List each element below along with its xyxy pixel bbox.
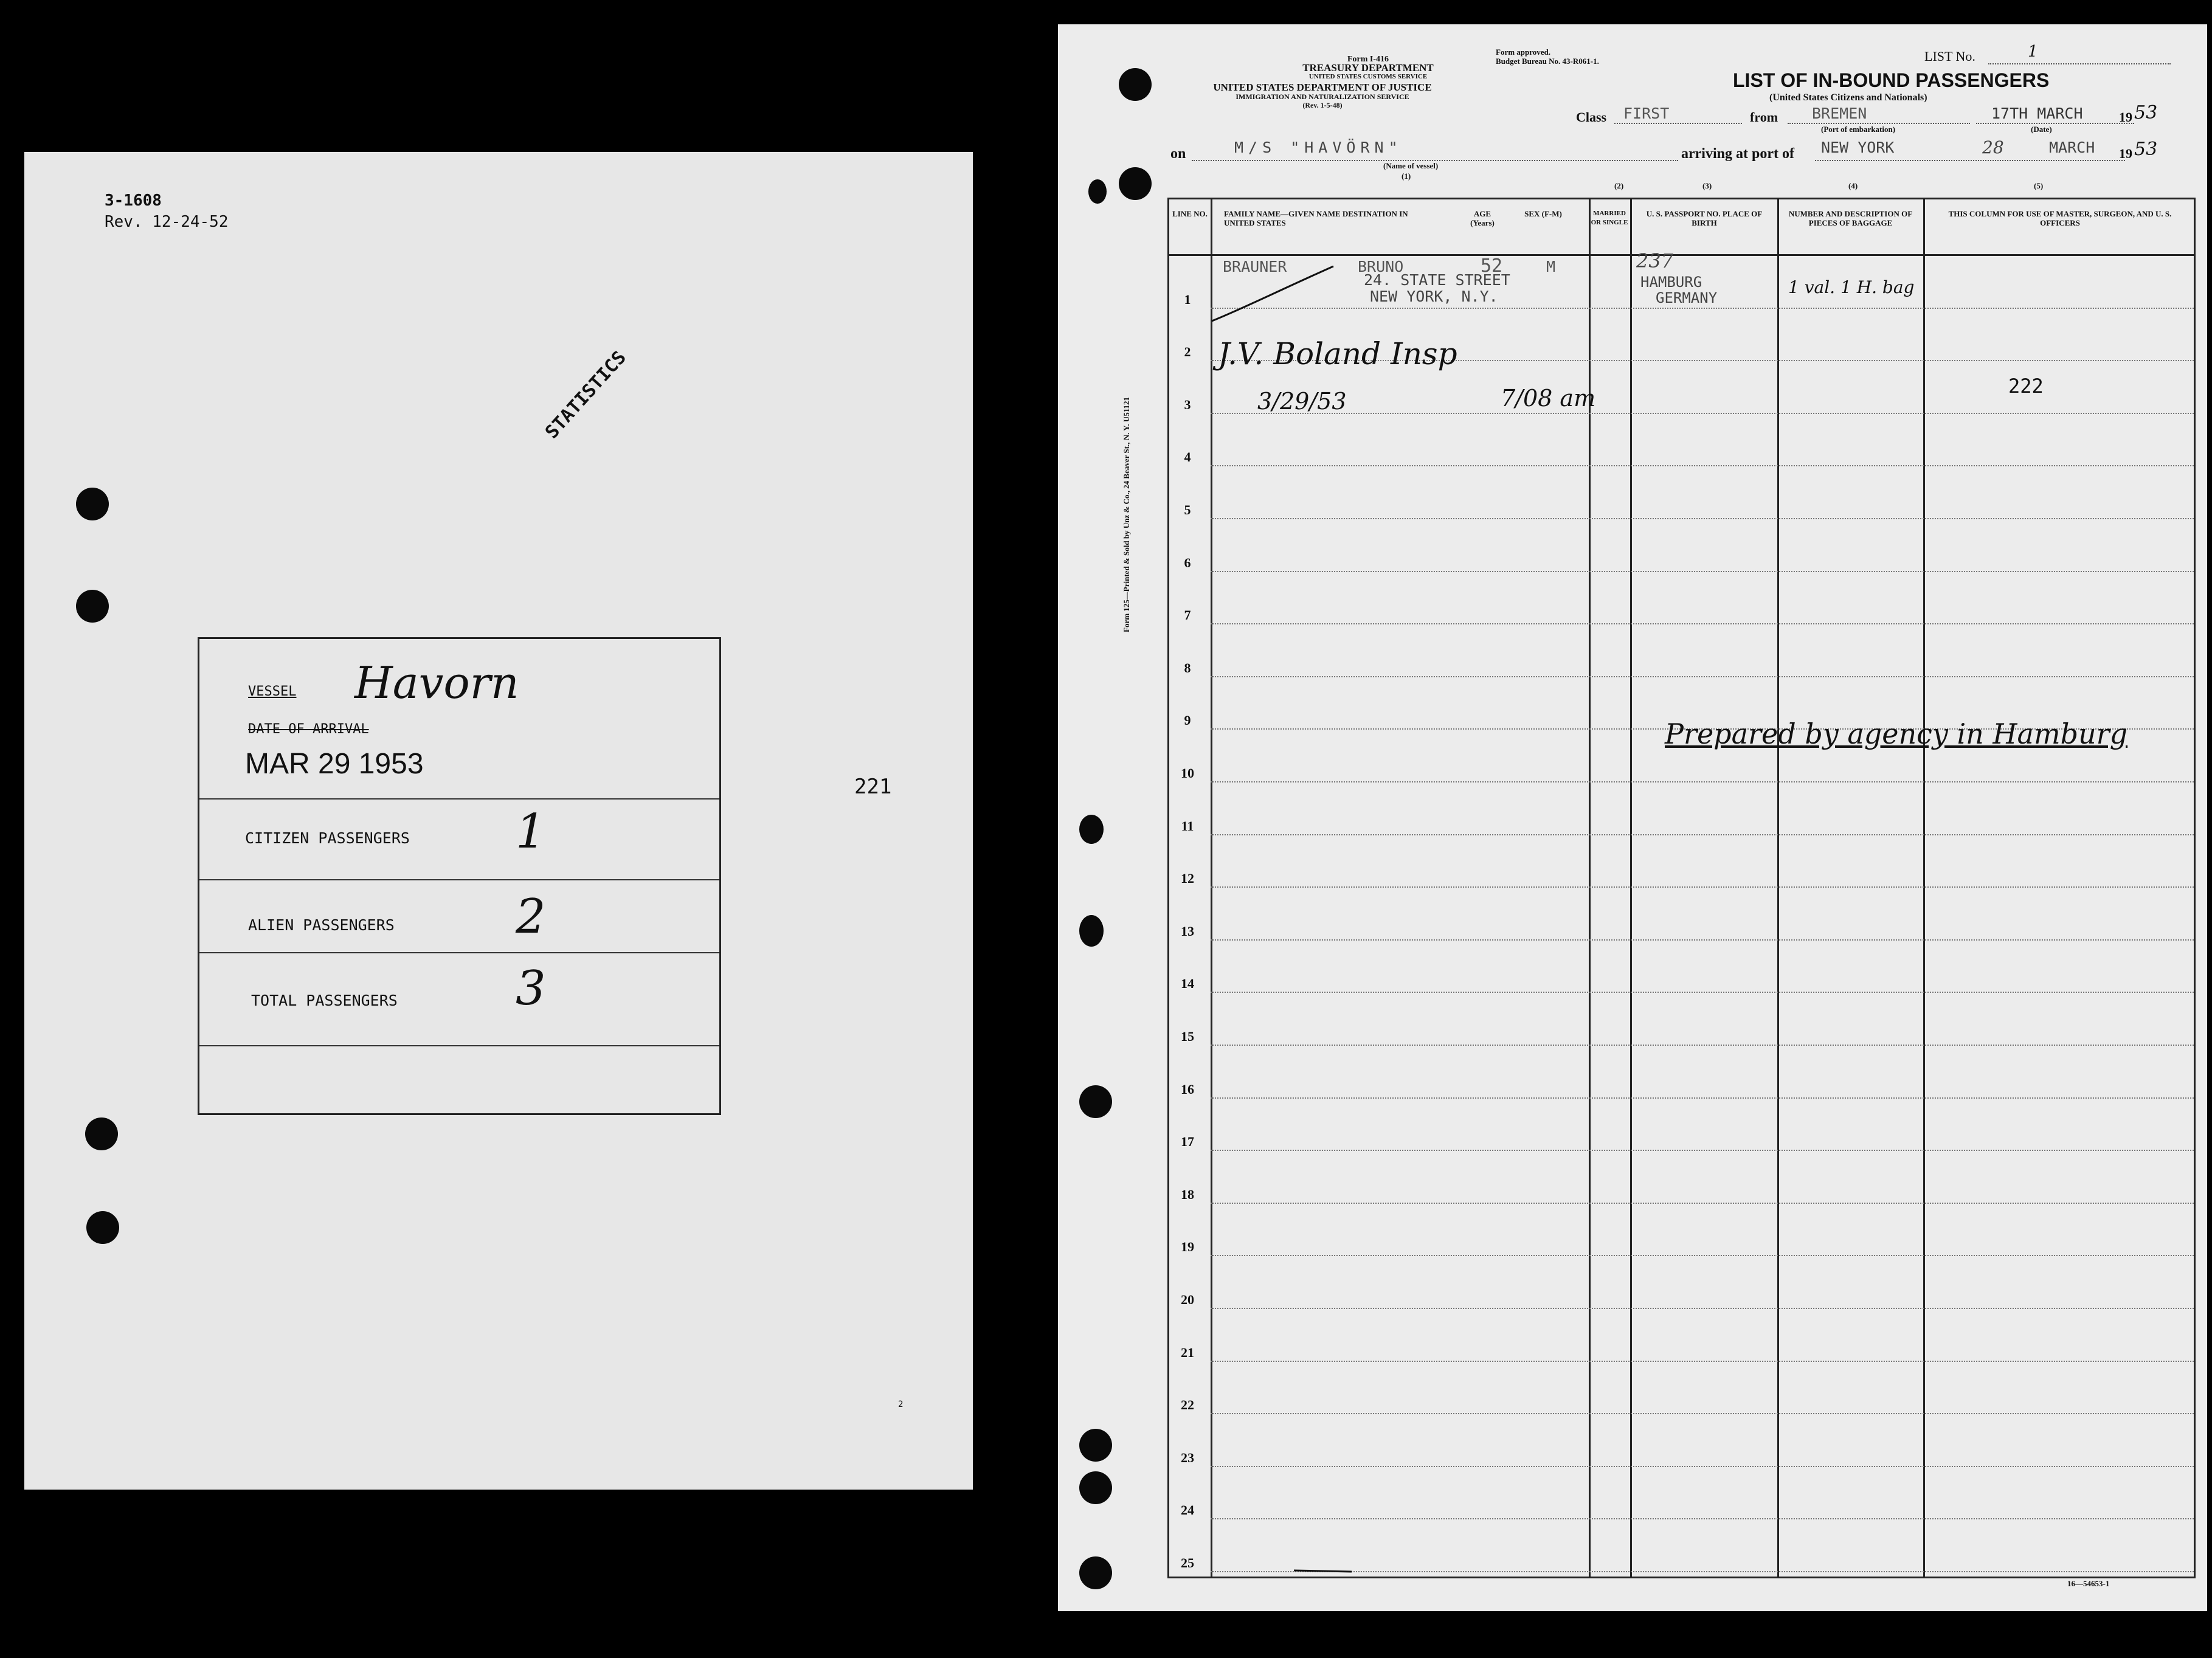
class-label: Class (1576, 109, 1607, 125)
table-row (1211, 1571, 2194, 1572)
row-number: 2 (1184, 344, 1191, 360)
table-row (1211, 518, 2194, 519)
punch-hole (85, 1117, 118, 1150)
row-number: 4 (1184, 449, 1191, 465)
from-value: BREMEN (1812, 105, 1867, 122)
punch-hole (1079, 1471, 1112, 1504)
revision-date: Rev. 12-24-52 (105, 213, 229, 231)
arriving-label: arriving at port of (1681, 146, 1794, 162)
from-label: from (1750, 109, 1778, 125)
arrival-year: 53 (2134, 139, 2158, 160)
row-number: 20 (1181, 1292, 1194, 1307)
col-ref-2: (2) (1614, 181, 1624, 190)
table-row (1211, 1150, 2194, 1151)
table-row (1211, 413, 2194, 414)
citizen-passengers-label: CITIZEN PASSENGERS (245, 829, 410, 847)
table-row (1211, 1518, 2194, 1519)
alien-passengers-label: ALIEN PASSENGERS (248, 916, 395, 934)
punch-hole (1119, 167, 1152, 200)
row-number: 23 (1181, 1449, 1194, 1465)
passenger-summary-box (198, 637, 721, 1115)
on-label: on (1170, 146, 1186, 162)
col-line-no: LINE NO. (1172, 209, 1208, 218)
table-row (1211, 465, 2194, 466)
vessel-label: VESSEL (248, 684, 297, 699)
punch-hole (1088, 179, 1107, 204)
column-divider (1923, 199, 1925, 1577)
col-ref-4: (4) (1848, 181, 1858, 190)
row-number: 8 (1184, 660, 1191, 675)
footer-code: 16—54653-1 (2067, 1579, 2110, 1588)
punch-hole (1079, 1085, 1112, 1118)
punch-hole (1079, 915, 1104, 947)
arrival-day: 28 (1982, 137, 2004, 157)
birth-city: HAMBURG (1640, 274, 1702, 291)
vessel-value: Havorn (354, 657, 519, 708)
row-number: 16 (1181, 1081, 1194, 1097)
baggage-description: 1 val. 1 H. bag (1788, 277, 1915, 297)
form-revision: (Rev. 1-5-48) (1302, 101, 1343, 109)
row-number: 24 (1181, 1502, 1194, 1518)
customs-service: UNITED STATES CUSTOMS SERVICE (1308, 73, 1428, 80)
table-row (1211, 623, 2194, 624)
date-caption: (Date) (2031, 125, 2052, 134)
inspection-date: 3/29/53 (1257, 388, 1347, 415)
port-caption: (Port of embarkation) (1821, 125, 1896, 134)
class-value: FIRST (1623, 105, 1670, 122)
col-sex: SEX (F-M) (1524, 209, 1562, 218)
table-row (1211, 308, 2194, 309)
vessel-caption: (Name of vessel) (1383, 161, 1439, 170)
punch-hole (76, 590, 109, 623)
department-of-justice: UNITED STATES DEPARTMENT OF JUSTICE (1213, 81, 1432, 93)
family-name: BRAUNER (1223, 258, 1287, 275)
form-approved: Form approved. (1496, 47, 1551, 57)
pen-stroke (1291, 1564, 1358, 1577)
passenger-manifest (1058, 24, 2207, 1611)
row-divider (199, 879, 719, 880)
table-row (1211, 1203, 2194, 1204)
table-row (1211, 939, 2194, 941)
row-number: 15 (1181, 1029, 1194, 1044)
printer-imprint: Form 125—Printed & Sold by Unz & Co., 24 Beaver St., N. Y. U51121 (1122, 397, 1131, 632)
arrival-port: NEW YORK (1821, 139, 1895, 156)
date-of-arrival-value: MAR 29 1953 (245, 748, 424, 780)
from-line (1788, 123, 1970, 124)
list-no-label: LIST No. (1924, 49, 1975, 64)
col-ref-3: (3) (1702, 181, 1712, 190)
col-passport-birthplace: U. S. PASSPORT NO. PLACE OF BIRTH (1646, 209, 1763, 227)
column-divider (1777, 199, 1779, 1577)
row-number: 22 (1181, 1397, 1194, 1413)
table-row (1211, 1466, 2194, 1467)
table-row (1211, 1308, 2194, 1309)
departure-year: 53 (2134, 102, 2158, 123)
col-age: AGE (Years) (1470, 209, 1495, 227)
passenger-table (1167, 198, 2196, 1578)
col-officer-use: THIS COLUMN FOR USE OF MASTER, SURGEON, AND U. S. OFFICERS (1948, 209, 2172, 227)
alien-passengers-value: 2 (516, 889, 546, 944)
row-number: 25 (1181, 1555, 1194, 1570)
date-of-arrival-label: DATE OF ARRIVAL (248, 722, 369, 737)
form-subtitle: (United States Citizens and Nationals) (1769, 92, 1927, 103)
address-line-2: NEW YORK, N.Y. (1370, 288, 1498, 305)
row-number: 1 (1184, 291, 1191, 307)
table-row (1211, 1097, 2194, 1099)
row-number: 12 (1181, 871, 1194, 886)
page-number: 221 (854, 775, 892, 799)
statistics-stamp: STATISTICS (541, 347, 631, 443)
punch-hole (1079, 815, 1104, 844)
header-divider (1169, 254, 2194, 256)
table-row (1211, 1255, 2194, 1256)
col-baggage: NUMBER AND DESCRIPTION OF PIECES OF BAGGAGE (1788, 209, 1913, 227)
col-married-single: MARRIED OR SINGLE (1591, 210, 1628, 226)
row-divider (199, 952, 719, 953)
ins-service: IMMIGRATION AND NATURALIZATION SERVICE (1236, 92, 1409, 101)
class-line (1614, 123, 1742, 124)
arrival-year-prefix: 19 (2119, 146, 2132, 161)
inspection-time: 7/08 am (1501, 385, 1596, 412)
year-prefix: 19 (2119, 109, 2132, 125)
margin-mark: 2 (898, 1400, 904, 1409)
total-passengers-value: 3 (516, 961, 546, 1016)
row-number: 14 (1181, 976, 1194, 992)
check-mark (1206, 260, 1339, 327)
row-number: 3 (1184, 396, 1191, 412)
list-no-value: 1 (2028, 43, 2038, 61)
punch-hole (1079, 1429, 1112, 1462)
list-no-line (1988, 63, 2171, 64)
birth-country: GERMANY (1656, 289, 1718, 306)
table-row (1211, 1045, 2194, 1046)
punch-hole (1079, 1556, 1112, 1589)
table-row (1211, 676, 2194, 677)
passport-number: 237 (1636, 249, 1674, 272)
row-number: 19 (1181, 1239, 1194, 1255)
row-number: 6 (1184, 554, 1191, 570)
col-ref-5: (5) (2034, 181, 2044, 190)
col-ref-1: (1) (1402, 171, 1411, 181)
row-number: 9 (1184, 713, 1191, 728)
table-row (1211, 781, 2194, 782)
column-divider (1630, 199, 1632, 1577)
arrival-line (1815, 160, 2125, 161)
budget-bureau: Budget Bureau No. 43-R061-1. (1496, 57, 1599, 66)
table-row (1211, 1413, 2194, 1414)
punch-hole (1119, 68, 1152, 101)
table-row (1211, 571, 2194, 572)
inspector-signature: J.V. Boland Insp (1218, 336, 1457, 371)
address-line-1: 24. STATE STREET (1364, 271, 1510, 289)
table-row (1211, 1361, 2194, 1362)
table-row (1211, 992, 2194, 993)
officer-page-number: 222 (2008, 375, 2044, 398)
row-number: 7 (1184, 607, 1191, 623)
punch-hole (76, 488, 109, 520)
vessel-name: M/S "HAVÖRN" (1234, 139, 1403, 156)
preparation-note: Prepared by agency in Hamburg (1665, 717, 2128, 750)
form-code: 3-1608 (105, 192, 162, 210)
table-row (1211, 886, 2194, 888)
punch-hole (86, 1211, 119, 1244)
sex-value: M (1546, 258, 1556, 275)
row-number: 13 (1181, 923, 1194, 939)
table-row (1211, 834, 2194, 835)
row-divider (199, 798, 719, 800)
citizen-passengers-value: 1 (516, 804, 546, 859)
row-number: 17 (1181, 1134, 1194, 1150)
cover-sheet (24, 152, 973, 1490)
arrival-month: MARCH (2049, 139, 2095, 156)
row-number: 11 (1181, 818, 1194, 834)
form-title: LIST OF IN-BOUND PASSENGERS (1733, 69, 2050, 91)
col-name-destination: FAMILY NAME—GIVEN NAME DESTINATION IN UNITED STATES (1224, 209, 1408, 227)
row-number: 5 (1184, 502, 1191, 517)
row-number: 10 (1181, 765, 1194, 781)
row-number: 18 (1181, 1186, 1194, 1202)
row-divider (199, 1045, 719, 1046)
date-line (1976, 123, 2134, 124)
given-name: BRUNO (1358, 258, 1404, 275)
treasury-department: TREASURY DEPARTMENT (1302, 62, 1434, 74)
total-passengers-label: TOTAL PASSENGERS (251, 992, 398, 1009)
form-number: Form I-416 (1347, 55, 1389, 64)
age-value: 52 (1481, 255, 1503, 277)
departure-date: 17TH MARCH (1991, 105, 2083, 122)
column-divider (1211, 199, 1212, 1577)
row-number: 21 (1181, 1344, 1194, 1360)
